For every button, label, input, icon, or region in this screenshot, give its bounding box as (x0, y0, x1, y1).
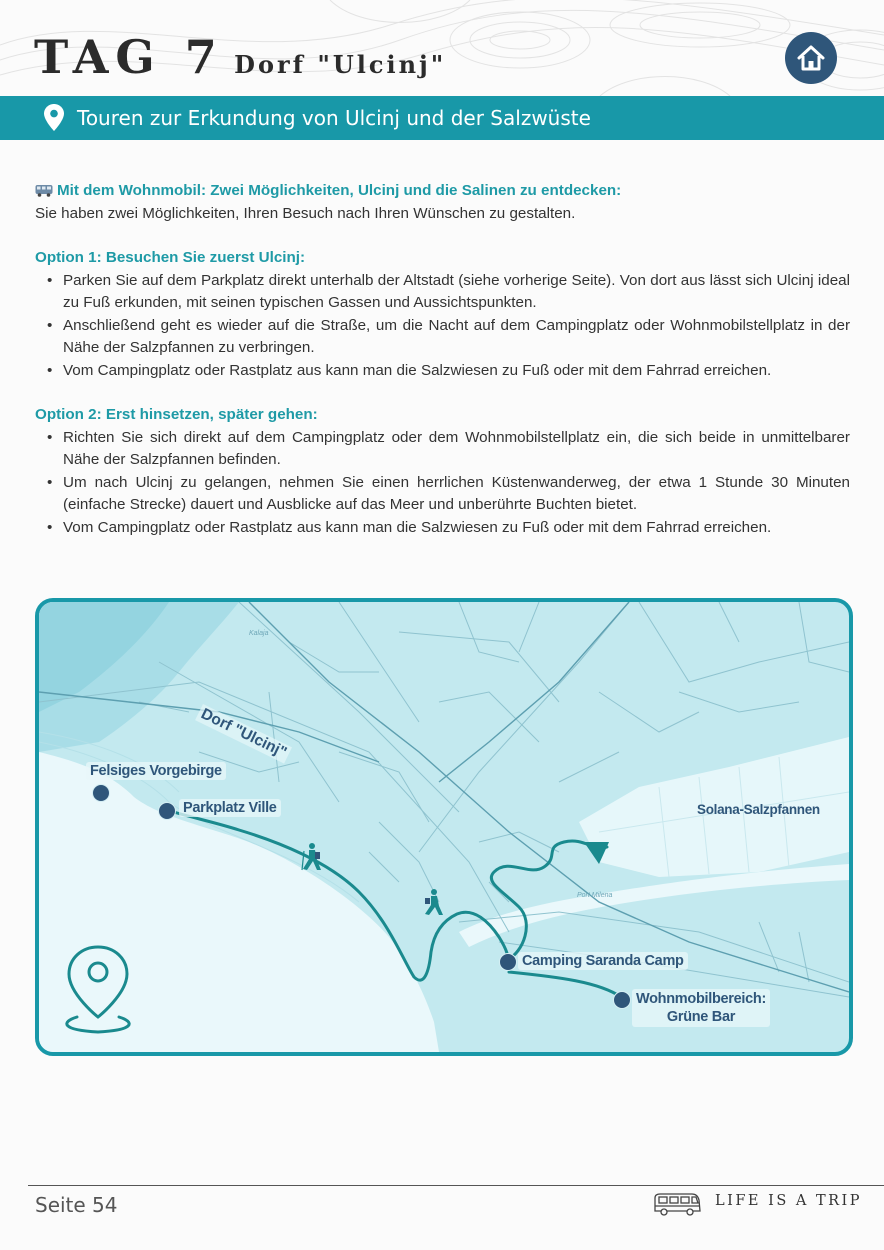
label-saltpans: Solana-Salzpfannen (697, 802, 820, 817)
footer-divider (28, 1185, 884, 1186)
map-small-label: Kalaja (249, 630, 269, 637)
list-item: • Um nach Ulcinj zu gelangen, nehmen Sie einen herrlichen Küstenwanderweg, der etwa 1 Stunde 30 Minuten (einfache Strecke) dauert und Ausblicke auf das Meer und unberührte Buchten bietet. (63, 472, 850, 517)
home-button[interactable] (785, 32, 837, 84)
day-place: Dorf "Ulcinj" (234, 50, 447, 79)
intro-heading (35, 180, 850, 203)
marker-rock[interactable] (92, 784, 110, 802)
intro-text: Sie haben zwei Möglichkeiten, Ihren Besuch nach Ihren Wünschen zu gestalten. (35, 204, 576, 222)
label-wohnmobil-line1: Wohnmobilbereich: (636, 991, 766, 1007)
camper-van-icon (35, 184, 53, 197)
list-item: • Anschließend geht es wieder auf die Straße, um die Nacht auf dem Campingplatz oder Wohnmobilstellplatz in der Nähe der Salzpfannen zu verbringen. (63, 315, 850, 360)
list-item: • Vom Campingplatz oder Rastplatz aus kann man die Salzwiesen zu Fuß oder mit dem Fahrrad erreichen. (63, 517, 850, 540)
list-item: • Richten Sie sich direkt auf dem Campingplatz oder dem Wohnmobilstellplatz ein, die sich beide in unmittelbarer Nähe der Salzpfannen befinden. (63, 427, 850, 472)
label-rock[interactable]: Felsiges Vorgebirge (86, 762, 226, 780)
option2-list (35, 427, 850, 540)
section-banner (0, 96, 884, 140)
label-wohnmobil[interactable] (632, 989, 770, 1027)
day-number: TAG 7 (34, 30, 224, 84)
page-number: Seite 54 (35, 1193, 118, 1217)
home-icon (796, 43, 826, 73)
brand-name: LIFE IS A TRIP (715, 1193, 863, 1209)
list-item: • Vom Campingplatz oder Rastplatz aus kann man die Salzwiesen zu Fuß oder mit dem Fahrrad erreichen. (63, 360, 850, 383)
content (35, 180, 850, 539)
port-label: Port Milena (577, 892, 613, 899)
label-wohnmobil-line2: Grüne Bar (666, 1009, 736, 1025)
day-title (34, 30, 446, 84)
marker-wohnmobil[interactable] (613, 991, 631, 1009)
route-camping-wohnmobil (509, 972, 621, 997)
map-pin-icon (44, 104, 64, 131)
label-parking[interactable]: Parkplatz Ville (179, 799, 281, 817)
route-map[interactable] (35, 598, 853, 1056)
list-item: • Parken Sie auf dem Parkplatz direkt unterhalb der Altstadt (siehe vorherige Seite). Von dort aus lässt sich Ulcinj ideal zu Fuß erkunden, mit seinen typischen Gassen und Aussichtspunkten. (63, 270, 850, 315)
option1-list (35, 270, 850, 383)
hiker-icon (425, 889, 443, 915)
village-label: Dorf "Ulcinj" (195, 704, 292, 764)
banner-title: Touren zur Erkundung von Ulcinj und der Salzwüste (77, 106, 591, 130)
intro-heading-text: Mit dem Wohnmobil: Zwei Möglichkeiten, Ulcinj und die Salinen zu entdecken: (57, 182, 622, 199)
map-base (39, 602, 849, 1052)
van-logo-icon (652, 1192, 702, 1216)
label-camping[interactable]: Camping Saranda Camp (518, 952, 688, 970)
marker-camping[interactable] (499, 953, 517, 971)
option2-heading: Option 2: Erst hinsetzen, später gehen: (35, 406, 318, 423)
marker-parking[interactable] (158, 802, 176, 820)
option1-heading: Option 1: Besuchen Sie zuerst Ulcinj: (35, 249, 306, 266)
